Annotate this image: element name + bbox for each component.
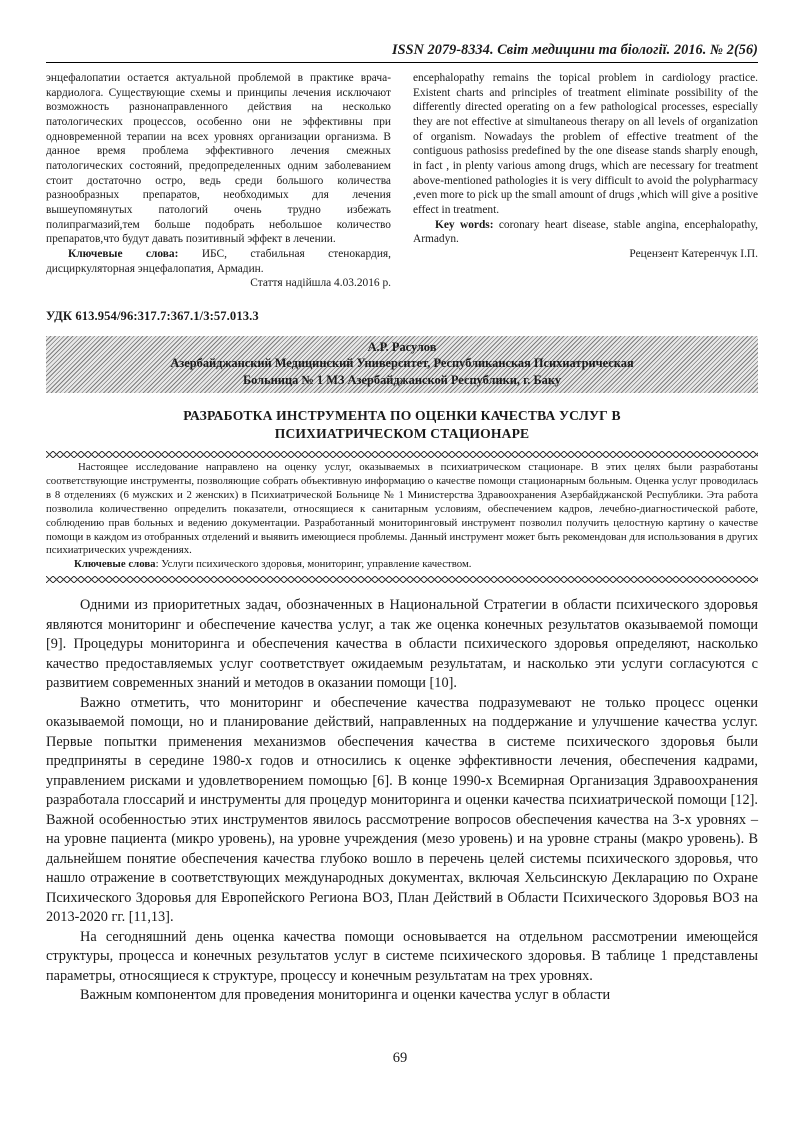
author-affiliation-block: [46, 336, 758, 393]
author-name: А.Р. Расулов: [367, 339, 437, 354]
article-title-line-1: РАЗРАБОТКА ИНСТРУМЕНТА ПО ОЦЕНКИ КАЧЕСТВА УСЛУГ В: [183, 407, 621, 423]
running-head: ISSN 2079-8334. Світ медицини та біології. 2016. № 2(56): [391, 42, 758, 58]
article-abstract: [46, 461, 758, 572]
affiliation-line-2: Больница № 1 МЗ Азербайджанской Республики, г. Баку: [242, 372, 562, 387]
two-column-abstract-zone: [46, 71, 758, 291]
reviewer-name: Рецензент Катеренчук І.П.: [629, 247, 758, 260]
abstract-en-text: encephalopathy remains the topical problem in cardiology practice. Existent charts and principles of treatment eliminate possibility of the differently directed operating on a few pathological processes, especially they are not effective at simultaneous therapy on all levels of organization of organism. Nowadays the problem of effective treatment of the contiguous pathosiss predefined by the one disease stands sharply enough, in fact , in plenty various among drugs, which are necessary for treatment above-mentioned pathologies it is very difficult to avoid the polypharmacy ,even more to pick up the small amount of drugs ,which will give a positive effect in treatment.: [413, 72, 758, 216]
abstract-en-keywords-label: Key words:: [435, 218, 494, 231]
article-keywords-text: : Услуги психического здоровья, мониторинг, управление качеством.: [155, 558, 472, 571]
received-date: Стаття надійшла 4.03.2016 р.: [250, 277, 391, 290]
zigzag-separator-top: [46, 451, 758, 458]
affiliation-line-1: Азербайджанский Медицинский Университет, Республиканская Психиатрическая: [170, 356, 634, 371]
abstract-en-keywords-text: coronary heart disease, stable angina, encephalopathy, Armadyn.: [413, 218, 759, 246]
abstract-ru-keywords-label: Ключевые слова:: [68, 247, 179, 260]
abstract-ru-keywords-text: ИБС, стабильная стенокардия, дисциркуляторная энцефалопатия, Армадин.: [46, 247, 391, 275]
abstract-ru-text: энцефалопатии остается актуальной проблемой в практике врача-кардиолога. Существующие схемы и принципы лечения исключают возможность разнонаправленного действия на несколько патологических процессов, особенно они не эффективны при одновременной терапии на всех уровнях организации организма. В данное время проблема эффективного лечения смежных патологических состояний, предопределенных одним заболеванием стоит достаточно остро, ведь среди большого количества разнообразных препаратов, необходимых для лечения вышеупомянутых патологий очень трудно избежать полипрагмазий,тем больше подобрать небольшое количество препаратов,что будут давать позитивный эффект в лечении.: [46, 72, 391, 246]
page-content-area: [46, 0, 758, 1132]
body-paragraph: Важным компонентом для проведения мониторинга и оценки качества услуг в области: [80, 987, 611, 1004]
article-body: [46, 596, 758, 1006]
udk-classification: УДК 613.954/96:317.7:367.1/3:57.013.3: [46, 308, 259, 323]
abstract-ru-keywords: [46, 247, 391, 276]
body-paragraph: Важно отметить, что мониторинг и обеспечение качества подразумевают не только процесс оценки оказываемой помощи, но и планирование действий, направленных на поддержание и улучшение качества услуг. Первые попытки применения механизмов обеспечения качества в системе психического здоровья были предприняты в середине 1980-х годов и относились к оценке эффективности лечения, обеспечения кадрами, управлением рисками и удовлетворением помощью [6]. В конце 1990-х Всемирная Организация Здравоохранения разработала глоссарий и инструменты для процедур мониторинга и оценки качества психиатрической помощи [12]. Важной особенностью этих инструментов явилось рассмотрение вопросов обеспечения качества на 3-х уровнях – на уровне пациента (микро уровень), на уровне учреждения (мезо уровень) и на уровне страны (макро уровень). В дальнейшем понятие обеспечения качества глубоко вошло в перечень целей системы психического здоровья, что нашло отражение в соответствующих международных документах, включая Хельсинскую Декларацию по Охране Психического Здоровья для Европейского Региона ВОЗ, План Действий в Области Психического Здоровья ВОЗ на 2013-2020 гг. [11,13].: [46, 694, 758, 926]
article-keywords: [46, 558, 758, 572]
article-title-line-2: ПСИХИАТРИЧЕСКОМ СТАЦИОНАРЕ: [274, 425, 530, 441]
body-paragraph: Одними из приоритетных задач, обозначенных в Национальной Стратегии в области психического здоровья являются мониторинг и обеспечение качества услуг, а так же оценка конечных результатов оказываемой помощи [9]. Процедуры мониторинга и обеспечения качества в области психического здоровья определяют, насколько качество предоставляемых услуг соответствует ожидаемым результатам, и насколько эти услуги согласуются с развитием современных знаний и методов в оказании помощи [10].: [46, 597, 758, 692]
article-keywords-label: Ключевые слова: [74, 558, 156, 571]
article-title: [46, 407, 758, 442]
abstract-column-english: [413, 71, 758, 291]
running-head-rule: [46, 62, 758, 63]
article-abstract-text: Настоящее исследование направлено на оценку услуг, оказываемых в психиатрическом стационаре. В этих целях были разработаны соответствующие инструменты, позволяющие собрать объективную информацию о качестве помощи стационарным больным. Оценка услуг проводилась в 8 отделениях (6 мужских и 2 женских) в Психиатрической Больнице № 1 Министерства Здравоохранения Азербайджанской Республики. Эта работа позволила количественно определить показатели, относящиеся к санитарным условиям, обеспечением кадров, лечебно-диагностической работе, соблюдению прав больных и ведению документации. Разработанный мониторинговый инструмент позволил получить целостную картину о качестве помощи в каждом из отобранных отделений и выявить имеющиеся проблемы. Данный инструмент может быть рекомендован для использования в других психиатрических учреждениях.: [46, 461, 758, 557]
abstract-en-keywords: [413, 218, 758, 247]
abstract-column-russian: [46, 71, 391, 291]
page-number: 69: [392, 1050, 408, 1066]
zigzag-separator-bottom: [46, 576, 758, 583]
body-paragraph: На сегодняшний день оценка качества помощи основывается на отдельном рассмотрении имеющейся структуры, процесса и конечных результатов услуг в системе психического здоровья. В таблице 1 представлены параметры, относящиеся к структуре, процессу и конечным результатам на трех уровнях.: [46, 928, 758, 984]
